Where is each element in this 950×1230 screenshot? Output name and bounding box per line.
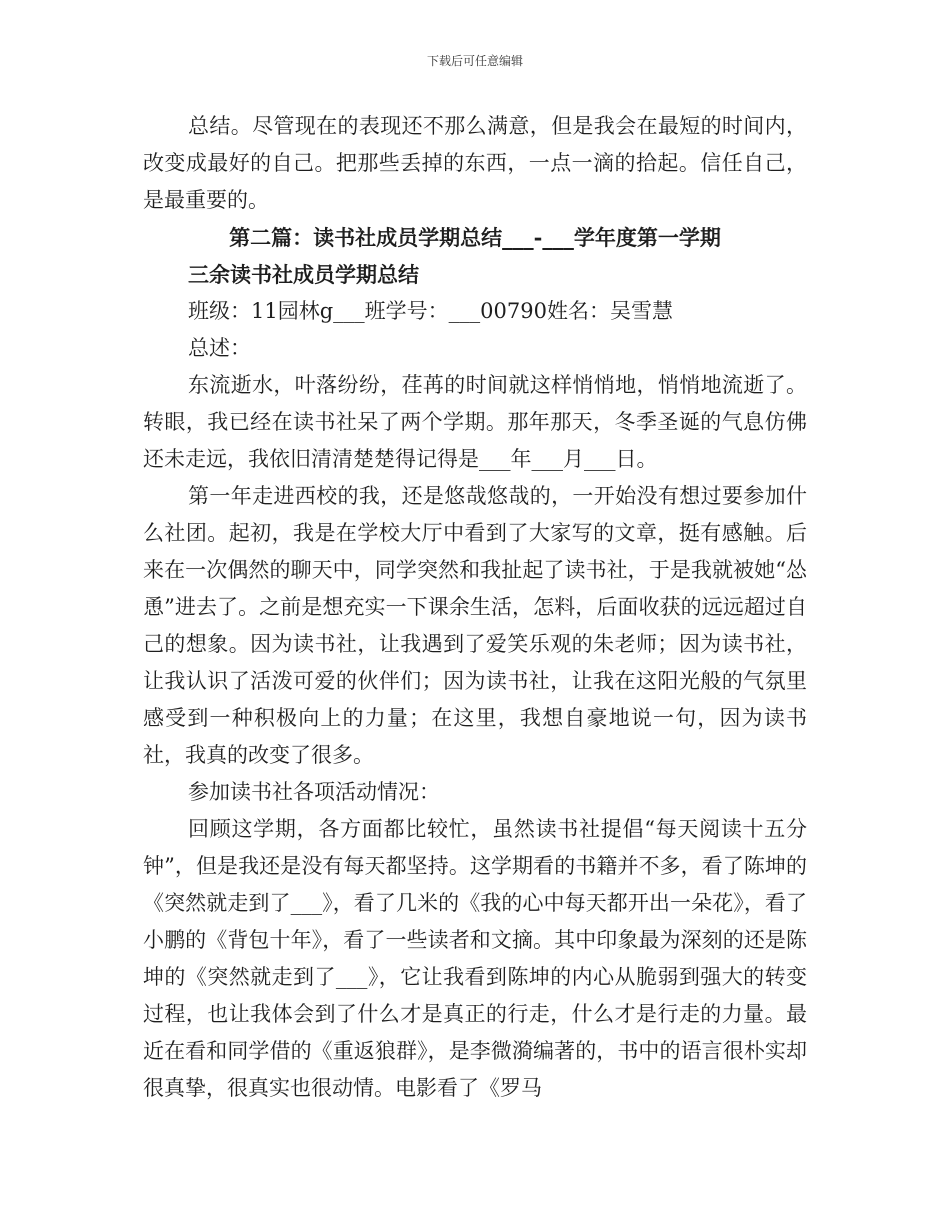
intro-paragraph: 总结。尽管现在的表现还不那么满意，但是我会在最短的时间内，改变成最好的自己。把那些丢掉的东西，一点一滴的拾起。信任自己，是最重要的。 bbox=[143, 114, 807, 212]
paragraph-2: 第一年走进西校的我，还是悠哉悠哉的，一开始没有想过要参加什么社团。起初，我是在学校大厅中看到了大家写的文章，挺有感触。后来在一次偶然的聊天中，同学突然和我扯起了读书社，于是我就被她“怂恿”进去了。之前是想充实一下课余生活，怎料，后面收获的远远超过自己的想象。因为读书社，让我遇到了爱笑乐观的朱老师；因为读书社，让我认识了活泼可爱的伙伴们；因为读书社，让我在这阳光般的气氛里感受到一种积极向上的力量；在这里，我想自豪地说一句，因为读书社，我真的改变了很多。 bbox=[143, 484, 807, 767]
paragraph-1: 东流逝水，叶落纷纷，荏苒的时间就这样悄悄地，悄悄地流逝了。转眼，我已经在读书社呆了两个学期。那年那天，冬季圣诞的气息仿佛还未走远，我依旧清清楚楚得记得是___年___月___日。 bbox=[143, 373, 807, 471]
section-title: 第二篇：读书社成员学期总结___-___学年度第一学期 bbox=[229, 225, 721, 250]
page-header: 下载后可任意编辑 bbox=[426, 54, 523, 68]
document-body bbox=[143, 108, 807, 1107]
class-info-line: 班级：11园林g___班学号：___00790姓名：吴雪慧 bbox=[188, 299, 673, 323]
activities-label: 参加读书社各项活动情况： bbox=[188, 780, 440, 804]
section-subtitle: 三余读书社成员学期总结 bbox=[188, 262, 419, 287]
paragraph-3: 回顾这学期，各方面都比较忙，虽然读书社提倡“每天阅读十五分钟”，但是我还是没有每天都坚持。这学期看的书籍并不多，看了陈坤的《突然就走到了___》，看了几米的《我的心中每天都开出一朵花》，看了小鹏的《背包十年》，看了一些读者和文摘。其中印象最为深刻的还是陈坤的《突然就走到了___》，它让我看到陈坤的内心从脆弱到强大的转变过程，也让我体会到了什么才是真正的行走，什么才是行走的力量。最近在看和同学借的《重返狼群》，是李微漪编著的，书中的语言很朴实却很真挚，很真实也很动情。电影看了《罗马 bbox=[143, 817, 807, 1100]
summary-label: 总述： bbox=[188, 336, 251, 360]
